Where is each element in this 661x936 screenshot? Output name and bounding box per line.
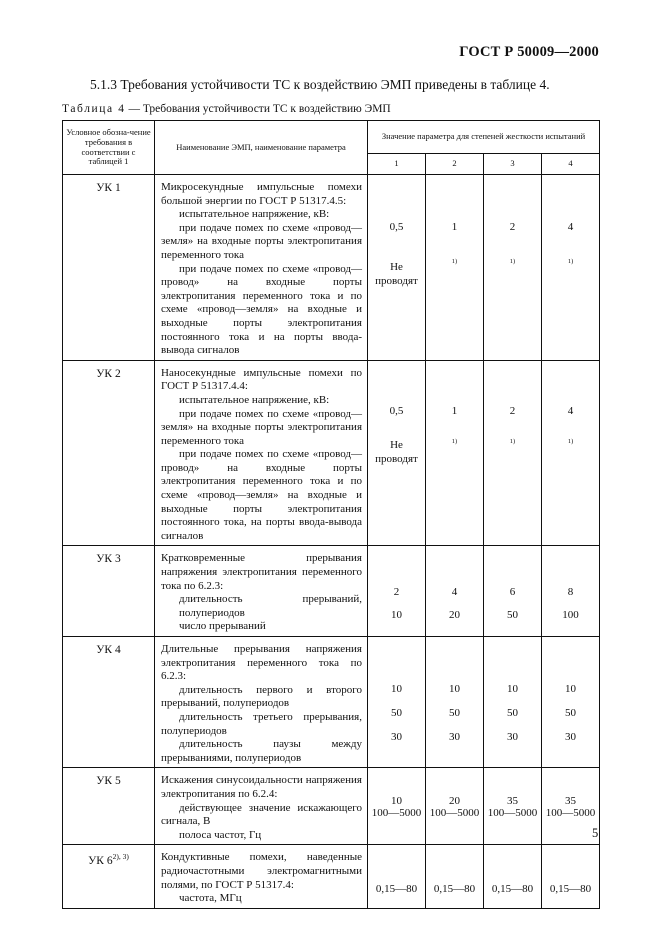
- row-value-3: 0,15—80: [484, 845, 542, 908]
- row-value-3: 2 $^{1)}$: [484, 175, 542, 361]
- row-value-1: 0,15—80: [368, 845, 426, 908]
- header-level-4: 4: [542, 154, 600, 175]
- header-level-2: 2: [426, 154, 484, 175]
- row-value-2: 1 $^{1)}$: [426, 360, 484, 546]
- row-value-1: 2 10: [368, 546, 426, 637]
- table-caption: [62, 103, 391, 115]
- row-value-4: 4 $^{1)}$: [542, 175, 600, 361]
- row-value-2: 20 100—5000: [426, 768, 484, 845]
- row-name: Наносекундные импульсные помехи по ГОСТ Р 51317.4.4: испытательное напряжение, кВ: при подаче помех по схеме «провод—земля» на входные порты электропитания переменного тока при подаче помех по схеме «провод—провод» на входные порты электропитания переменного тока и по схеме «провод—земля» на входные и выходные порты электропитания постоянного тока, на порты ввода-вывода сигналов: [155, 360, 368, 546]
- row-value-4: 4 $^{1)}$: [542, 360, 600, 546]
- row-name: Искажения синусоидальности напряжения электропитания по 6.2.4: действующее значение искажающего сигнала, В полоса частот, Гц: [155, 768, 368, 845]
- row-value-4: 10 50 30: [542, 637, 600, 768]
- row-value-1: 0,5 Не проводят: [368, 360, 426, 546]
- table-row: [63, 637, 600, 768]
- table-caption-label: Таблица 4: [62, 103, 126, 115]
- page-number: 5: [592, 826, 599, 840]
- row-value-2: 10 50 30: [426, 637, 484, 768]
- row-value-1: 0,5 Не проводят: [368, 175, 426, 361]
- table-row: [63, 546, 600, 637]
- row-code: УК $6^{2), 3)}$: [63, 845, 155, 908]
- row-name: Кратковременные прерывания напряжения электропитания переменного тока по 6.2.3: длительность прерываний, полупериодов число прерываний: [155, 546, 368, 637]
- table-row: [63, 845, 600, 908]
- row-code: УК 1: [63, 175, 155, 361]
- row-value-3: 6 50: [484, 546, 542, 637]
- row-value-3: 10 50 30: [484, 637, 542, 768]
- row-value-4: 8 100: [542, 546, 600, 637]
- header-value: Значение параметра для степеней жесткости испытаний: [368, 121, 600, 154]
- row-name: Микросекундные импульсные помехи большой энергии по ГОСТ Р 51317.4.5: испытательное напряжение, кВ: при подаче помех по схеме «провод—земля» на входные порты электропитания переменного тока при подаче помех по схеме «провод—провод» на входные порты электропитания переменного тока и по схеме «провод—земля» на входные и выходные порты электропитания постоянного тока и на порты ввода-вывода сигналов: [155, 175, 368, 361]
- row-value-1: 10 50 30: [368, 637, 426, 768]
- row-value-4: 0,15—80: [542, 845, 600, 908]
- row-value-2: 0,15—80: [426, 845, 484, 908]
- header-code: Условное обозна-чение требования в соответствии с таблицей 1: [63, 121, 155, 175]
- row-code: УК 4: [63, 637, 155, 768]
- intro-paragraph: 5.1.3 Требования устойчивости ТС к воздействию ЭМП приведены в таблице 4.: [90, 77, 550, 92]
- row-name: Длительные прерывания напряжения электропитания переменного тока по 6.2.3: длительность первого и второго прерываний, полупериодов длительность третьего прерывания, полупериодов длительность паузы между прерываниями, полупериодов: [155, 637, 368, 768]
- header-level-3: 3: [484, 154, 542, 175]
- row-code: УК 2: [63, 360, 155, 546]
- table-row: [63, 360, 600, 546]
- table-caption-text: — Требования устойчивости ТС к воздействию ЭМП: [125, 103, 391, 115]
- table-row: [63, 175, 600, 361]
- header-name: Наименование ЭМП, наименование параметра: [155, 121, 368, 175]
- row-value-1: 10 100—5000: [368, 768, 426, 845]
- row-value-2: 1 $^{1)}$: [426, 175, 484, 361]
- table-row: [63, 768, 600, 845]
- row-value-2: 4 20: [426, 546, 484, 637]
- row-code: УК 3: [63, 546, 155, 637]
- emp-requirements-table: [62, 120, 600, 909]
- standard-header: ГОСТ Р 50009—2000: [459, 44, 599, 60]
- row-value-4: 35 100—5000: [542, 768, 600, 845]
- row-code: УК 5: [63, 768, 155, 845]
- row-value-3: 2 $^{1)}$: [484, 360, 542, 546]
- header-level-1: 1: [368, 154, 426, 175]
- row-value-3: 35 100—5000: [484, 768, 542, 845]
- row-name: Кондуктивные помехи, наведенные радиочастотными электромагнитными полями, по ГОСТ Р 51317.4: частота, МГц: [155, 845, 368, 908]
